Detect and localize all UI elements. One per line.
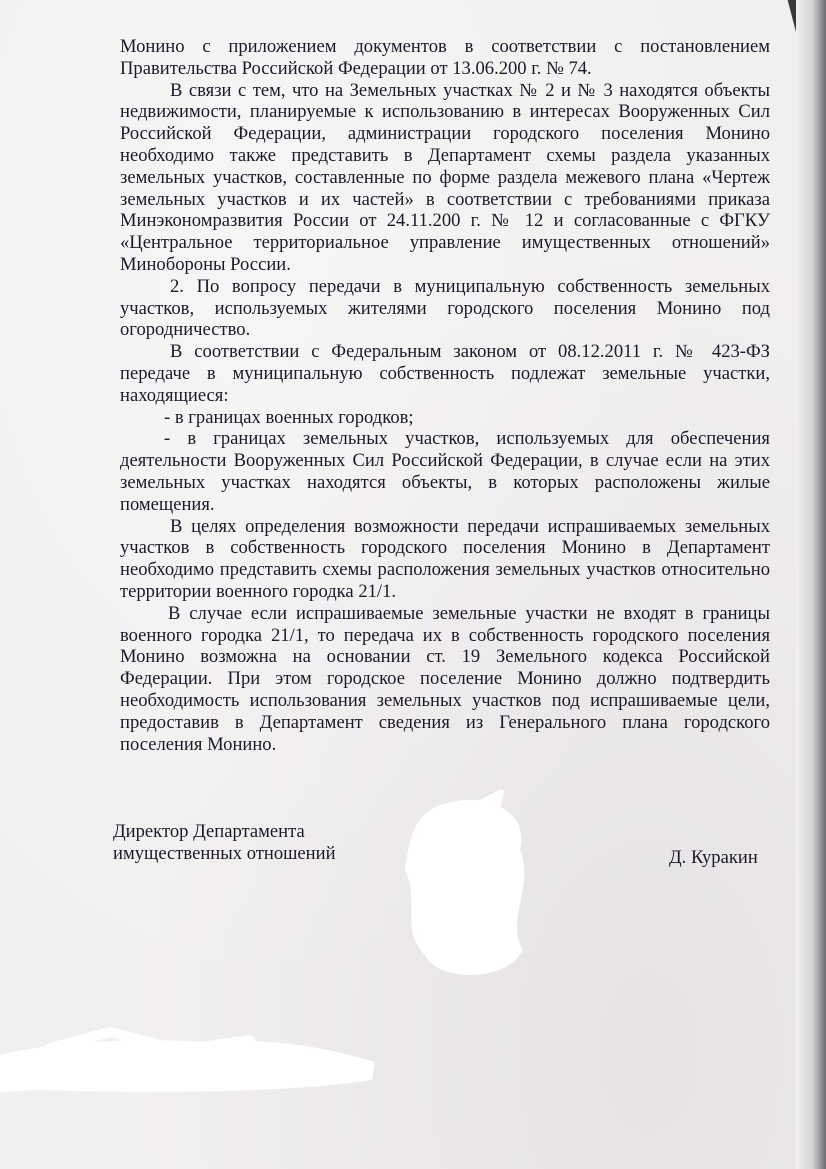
- paragraph-6: В случае если испрашиваемые земельные участки не входят в границы военного городка 21/1, то передача их в собственность городского поселения Монино возможна на основании ст. 19 Земельного кодекса Российской Федерации. При этом городское поселение Монино должно подтвердить необходимость использования земельных участков под испрашиваемые цели, предоставив в Департамент сведения из Генерального плана городского поселения Монино.: [120, 602, 770, 755]
- page-edge-shadow: [796, 0, 826, 1169]
- paragraph-3: 2. По вопросу передачи в муниципальную собственность земельных участков, используемых жителями городского поселения Монино под огородничество.: [120, 275, 770, 341]
- signature-redaction: [395, 790, 545, 990]
- paragraph-4: В соответствии с Федеральным законом от 08.12.2011 г. № 423-ФЗ передаче в муниципальную собственность подлежат земельные участки, находящиеся:: [120, 341, 770, 406]
- letter-body: [120, 36, 770, 755]
- list-item-1: - в границах военных городков;: [164, 406, 414, 428]
- signature-title-line-2: имущественных отношений: [113, 843, 336, 864]
- signature-title-line-1: Директор Департамента: [113, 821, 305, 842]
- signer-name: Д. Куракин: [669, 847, 758, 868]
- signature-title: [113, 821, 336, 865]
- paragraph-2: В связи с тем, что на Земельных участках № 2 и № 3 находятся объекты недвижимости, планируемые к использованию в интересах Вооруженных Сил Российской Федерации, администрации городского поселения Монино необходимо также представить в Департамент схемы раздела указанных земельных участков, составленные по форме раздела межевого плана «Чертеж земельных участков и их частей» в соответствии с требованиями приказа Минэкономразвития России от 24.11.200 г. № 12 и согласованные с ФГКУ «Центральное территориальное управление имущественных отношений» Минобороны России.: [120, 79, 770, 275]
- paragraph-5: В целях определения возможности передачи испрашиваемых земельных участков в собственность городского поселения Монино в Департамент необходимо представить схемы расположения земельных участков относительно территории военного городка 21/1.: [120, 515, 770, 602]
- list-item-2: - в границах земельных участков, используемых для обеспечения деятельности Вооруженных Сил Российской Федерации, в случае если на этих земельных участках находятся объекты, в которых расположены жилые помещения.: [120, 428, 770, 515]
- bottom-redaction: [0, 1020, 380, 1095]
- paragraph-1: Монино с приложением документов в соответствии с постановлением Правительства Российской Федерации от 13.06.200 г. № 74.: [120, 36, 770, 79]
